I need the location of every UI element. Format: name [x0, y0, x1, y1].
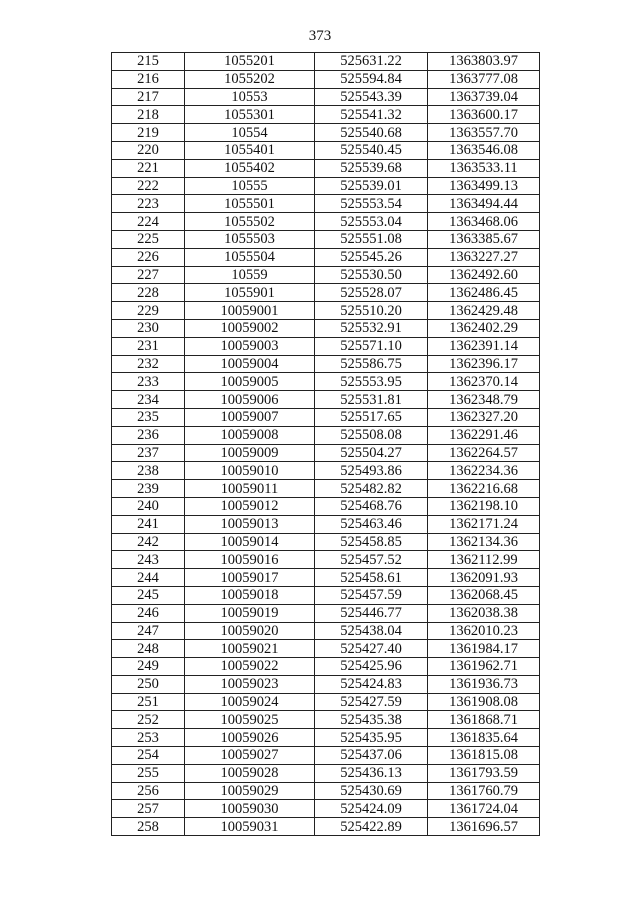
y-coordinate-cell: 1363227.27 [428, 248, 540, 266]
y-coordinate-cell: 1362038.38 [428, 604, 540, 622]
x-coordinate-cell: 525530.50 [315, 266, 428, 284]
row-number-cell: 225 [112, 230, 185, 248]
row-number-cell: 244 [112, 569, 185, 587]
point-id-cell: 10059001 [185, 302, 315, 320]
table-row [112, 355, 540, 373]
x-coordinate-cell: 525438.04 [315, 622, 428, 640]
table-row [112, 800, 540, 818]
x-coordinate-cell: 525430.69 [315, 782, 428, 800]
row-number-cell: 240 [112, 497, 185, 515]
table-row [112, 106, 540, 124]
row-number-cell: 254 [112, 747, 185, 765]
point-id-cell: 10555 [185, 177, 315, 195]
table-row [112, 88, 540, 106]
table-row [112, 818, 540, 836]
point-id-cell: 10059019 [185, 604, 315, 622]
x-coordinate-cell: 525539.01 [315, 177, 428, 195]
x-coordinate-cell: 525571.10 [315, 337, 428, 355]
x-coordinate-cell: 525437.06 [315, 747, 428, 765]
table-row [112, 248, 540, 266]
y-coordinate-cell: 1362068.45 [428, 586, 540, 604]
point-id-cell: 1055501 [185, 195, 315, 213]
x-coordinate-cell: 525435.38 [315, 711, 428, 729]
table-row [112, 444, 540, 462]
table-row [112, 586, 540, 604]
row-number-cell: 229 [112, 302, 185, 320]
y-coordinate-cell: 1362134.36 [428, 533, 540, 551]
table-row [112, 408, 540, 426]
y-coordinate-cell: 1363546.08 [428, 141, 540, 159]
table-row [112, 124, 540, 142]
row-number-cell: 217 [112, 88, 185, 106]
row-number-cell: 226 [112, 248, 185, 266]
row-number-cell: 216 [112, 70, 185, 88]
point-id-cell: 1055901 [185, 284, 315, 302]
point-id-cell: 10059018 [185, 586, 315, 604]
y-coordinate-cell: 1362216.68 [428, 480, 540, 498]
x-coordinate-cell: 525457.52 [315, 551, 428, 569]
table-row [112, 480, 540, 498]
point-id-cell: 10059013 [185, 515, 315, 533]
table-row [112, 195, 540, 213]
y-coordinate-cell: 1362492.60 [428, 266, 540, 284]
y-coordinate-cell: 1363557.70 [428, 124, 540, 142]
table-row [112, 337, 540, 355]
table-row [112, 497, 540, 515]
y-coordinate-cell: 1361793.59 [428, 764, 540, 782]
table-row [112, 213, 540, 231]
y-coordinate-cell: 1362327.20 [428, 408, 540, 426]
table-row [112, 658, 540, 676]
point-id-cell: 10059012 [185, 497, 315, 515]
table-row [112, 551, 540, 569]
table-row [112, 533, 540, 551]
table-row [112, 711, 540, 729]
x-coordinate-cell: 525446.77 [315, 604, 428, 622]
y-coordinate-cell: 1361724.04 [428, 800, 540, 818]
x-coordinate-cell: 525631.22 [315, 53, 428, 71]
x-coordinate-cell: 525427.40 [315, 640, 428, 658]
x-coordinate-cell: 525427.59 [315, 693, 428, 711]
x-coordinate-cell: 525463.46 [315, 515, 428, 533]
row-number-cell: 251 [112, 693, 185, 711]
table-row [112, 764, 540, 782]
x-coordinate-cell: 525586.75 [315, 355, 428, 373]
page-number: 373 [308, 28, 332, 44]
x-coordinate-cell: 525531.81 [315, 391, 428, 409]
point-id-cell: 10553 [185, 88, 315, 106]
row-number-cell: 252 [112, 711, 185, 729]
table-row [112, 391, 540, 409]
row-number-cell: 237 [112, 444, 185, 462]
y-coordinate-cell: 1362486.45 [428, 284, 540, 302]
table-row [112, 141, 540, 159]
x-coordinate-cell: 525543.39 [315, 88, 428, 106]
row-number-cell: 255 [112, 764, 185, 782]
y-coordinate-cell: 1362396.17 [428, 355, 540, 373]
row-number-cell: 235 [112, 408, 185, 426]
x-coordinate-cell: 525532.91 [315, 319, 428, 337]
x-coordinate-cell: 525540.68 [315, 124, 428, 142]
point-id-cell: 10059005 [185, 373, 315, 391]
y-coordinate-cell: 1362391.14 [428, 337, 540, 355]
row-number-cell: 247 [112, 622, 185, 640]
point-id-cell: 10059031 [185, 818, 315, 836]
point-id-cell: 10559 [185, 266, 315, 284]
point-id-cell: 10059021 [185, 640, 315, 658]
point-id-cell: 10059020 [185, 622, 315, 640]
point-id-cell: 1055504 [185, 248, 315, 266]
point-id-cell: 10059025 [185, 711, 315, 729]
x-coordinate-cell: 525594.84 [315, 70, 428, 88]
y-coordinate-cell: 1361760.79 [428, 782, 540, 800]
y-coordinate-cell: 1362348.79 [428, 391, 540, 409]
x-coordinate-cell: 525425.96 [315, 658, 428, 676]
row-number-cell: 239 [112, 480, 185, 498]
row-number-cell: 250 [112, 675, 185, 693]
x-coordinate-cell: 525468.76 [315, 497, 428, 515]
x-coordinate-cell: 525553.95 [315, 373, 428, 391]
x-coordinate-cell: 525508.08 [315, 426, 428, 444]
point-id-cell: 10059006 [185, 391, 315, 409]
x-coordinate-cell: 525435.95 [315, 729, 428, 747]
y-coordinate-cell: 1362429.48 [428, 302, 540, 320]
point-id-cell: 10059016 [185, 551, 315, 569]
y-coordinate-cell: 1361868.71 [428, 711, 540, 729]
point-id-cell: 10059014 [185, 533, 315, 551]
table-row [112, 604, 540, 622]
point-id-cell: 10059017 [185, 569, 315, 587]
row-number-cell: 242 [112, 533, 185, 551]
row-number-cell: 257 [112, 800, 185, 818]
table-row [112, 373, 540, 391]
table-row [112, 622, 540, 640]
table-row [112, 70, 540, 88]
x-coordinate-cell: 525424.09 [315, 800, 428, 818]
y-coordinate-cell: 1363533.11 [428, 159, 540, 177]
row-number-cell: 227 [112, 266, 185, 284]
y-coordinate-cell: 1363499.13 [428, 177, 540, 195]
point-id-cell: 10059028 [185, 764, 315, 782]
table-row [112, 284, 540, 302]
y-coordinate-cell: 1362264.57 [428, 444, 540, 462]
point-id-cell: 1055401 [185, 141, 315, 159]
table-row [112, 782, 540, 800]
y-coordinate-cell: 1363803.97 [428, 53, 540, 71]
table-row [112, 747, 540, 765]
x-coordinate-cell: 525545.26 [315, 248, 428, 266]
row-number-cell: 246 [112, 604, 185, 622]
point-id-cell: 10059004 [185, 355, 315, 373]
y-coordinate-cell: 1361815.08 [428, 747, 540, 765]
y-coordinate-cell: 1362112.99 [428, 551, 540, 569]
row-number-cell: 220 [112, 141, 185, 159]
table-row [112, 302, 540, 320]
x-coordinate-cell: 525553.04 [315, 213, 428, 231]
row-number-cell: 233 [112, 373, 185, 391]
y-coordinate-cell: 1362010.23 [428, 622, 540, 640]
x-coordinate-cell: 525510.20 [315, 302, 428, 320]
x-coordinate-cell: 525436.13 [315, 764, 428, 782]
x-coordinate-cell: 525517.65 [315, 408, 428, 426]
y-coordinate-cell: 1361936.73 [428, 675, 540, 693]
row-number-cell: 234 [112, 391, 185, 409]
table-row [112, 640, 540, 658]
row-number-cell: 221 [112, 159, 185, 177]
row-number-cell: 228 [112, 284, 185, 302]
point-id-cell: 10059008 [185, 426, 315, 444]
y-coordinate-cell: 1363777.08 [428, 70, 540, 88]
row-number-cell: 236 [112, 426, 185, 444]
point-id-cell: 10059030 [185, 800, 315, 818]
point-id-cell: 10059022 [185, 658, 315, 676]
row-number-cell: 222 [112, 177, 185, 195]
y-coordinate-cell: 1363468.06 [428, 213, 540, 231]
row-number-cell: 215 [112, 53, 185, 71]
y-coordinate-cell: 1363385.67 [428, 230, 540, 248]
table-row [112, 675, 540, 693]
x-coordinate-cell: 525457.59 [315, 586, 428, 604]
y-coordinate-cell: 1362291.46 [428, 426, 540, 444]
point-id-cell: 10059010 [185, 462, 315, 480]
y-coordinate-cell: 1363600.17 [428, 106, 540, 124]
coordinates-table [111, 52, 540, 836]
point-id-cell: 10059007 [185, 408, 315, 426]
row-number-cell: 256 [112, 782, 185, 800]
row-number-cell: 232 [112, 355, 185, 373]
table-row [112, 426, 540, 444]
x-coordinate-cell: 525541.32 [315, 106, 428, 124]
x-coordinate-cell: 525551.08 [315, 230, 428, 248]
x-coordinate-cell: 525458.61 [315, 569, 428, 587]
row-number-cell: 253 [112, 729, 185, 747]
point-id-cell: 10059003 [185, 337, 315, 355]
table-row [112, 515, 540, 533]
coordinates-table-body [112, 53, 540, 836]
table-row [112, 729, 540, 747]
row-number-cell: 241 [112, 515, 185, 533]
point-id-cell: 1055301 [185, 106, 315, 124]
y-coordinate-cell: 1362234.36 [428, 462, 540, 480]
y-coordinate-cell: 1362091.93 [428, 569, 540, 587]
table-row [112, 569, 540, 587]
row-number-cell: 245 [112, 586, 185, 604]
point-id-cell: 10059011 [185, 480, 315, 498]
row-number-cell: 243 [112, 551, 185, 569]
x-coordinate-cell: 525424.83 [315, 675, 428, 693]
y-coordinate-cell: 1361835.64 [428, 729, 540, 747]
point-id-cell: 10059027 [185, 747, 315, 765]
y-coordinate-cell: 1363739.04 [428, 88, 540, 106]
point-id-cell: 10059023 [185, 675, 315, 693]
row-number-cell: 230 [112, 319, 185, 337]
row-number-cell: 258 [112, 818, 185, 836]
x-coordinate-cell: 525458.85 [315, 533, 428, 551]
y-coordinate-cell: 1361908.08 [428, 693, 540, 711]
point-id-cell: 10059002 [185, 319, 315, 337]
y-coordinate-cell: 1361962.71 [428, 658, 540, 676]
y-coordinate-cell: 1363494.44 [428, 195, 540, 213]
point-id-cell: 1055402 [185, 159, 315, 177]
point-id-cell: 10059009 [185, 444, 315, 462]
point-id-cell: 1055202 [185, 70, 315, 88]
y-coordinate-cell: 1362171.24 [428, 515, 540, 533]
table-row [112, 693, 540, 711]
table-row [112, 159, 540, 177]
row-number-cell: 223 [112, 195, 185, 213]
row-number-cell: 238 [112, 462, 185, 480]
y-coordinate-cell: 1362198.10 [428, 497, 540, 515]
x-coordinate-cell: 525528.07 [315, 284, 428, 302]
row-number-cell: 218 [112, 106, 185, 124]
point-id-cell: 10554 [185, 124, 315, 142]
point-id-cell: 1055502 [185, 213, 315, 231]
point-id-cell: 10059024 [185, 693, 315, 711]
y-coordinate-cell: 1362370.14 [428, 373, 540, 391]
row-number-cell: 219 [112, 124, 185, 142]
table-row [112, 319, 540, 337]
x-coordinate-cell: 525540.45 [315, 141, 428, 159]
x-coordinate-cell: 525553.54 [315, 195, 428, 213]
row-number-cell: 231 [112, 337, 185, 355]
x-coordinate-cell: 525493.86 [315, 462, 428, 480]
x-coordinate-cell: 525539.68 [315, 159, 428, 177]
y-coordinate-cell: 1361984.17 [428, 640, 540, 658]
point-id-cell: 1055201 [185, 53, 315, 71]
point-id-cell: 1055503 [185, 230, 315, 248]
row-number-cell: 249 [112, 658, 185, 676]
point-id-cell: 10059029 [185, 782, 315, 800]
table-row [112, 462, 540, 480]
table-row [112, 53, 540, 71]
y-coordinate-cell: 1361696.57 [428, 818, 540, 836]
point-id-cell: 10059026 [185, 729, 315, 747]
x-coordinate-cell: 525482.82 [315, 480, 428, 498]
table-row [112, 230, 540, 248]
x-coordinate-cell: 525422.89 [315, 818, 428, 836]
y-coordinate-cell: 1362402.29 [428, 319, 540, 337]
row-number-cell: 248 [112, 640, 185, 658]
table-row [112, 266, 540, 284]
x-coordinate-cell: 525504.27 [315, 444, 428, 462]
row-number-cell: 224 [112, 213, 185, 231]
table-row [112, 177, 540, 195]
